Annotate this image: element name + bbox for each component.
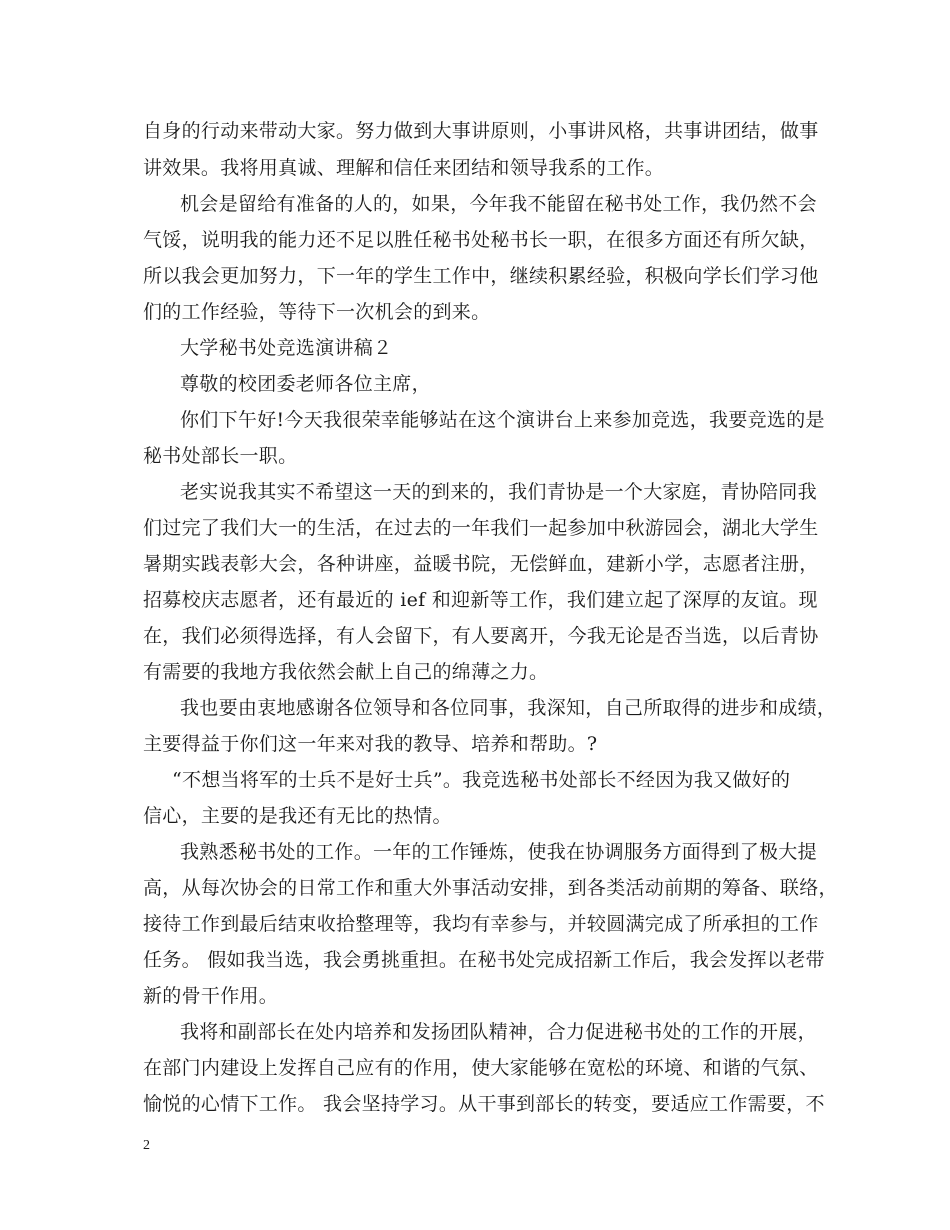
page-number: 2: [143, 1138, 150, 1153]
text-line: 我将和副部长在处内培养和发扬团队精神，合力促进秘书处的工作的开展，: [180, 1021, 817, 1043]
text-line: 信心，主要的是我还有无比的热情。: [143, 805, 452, 827]
salutation: 尊敬的校团委老师各位主席，: [180, 373, 431, 395]
text-line: 我也要由衷地感谢各位领导和各位同事，我深知，自己所取得的进步和成绩，: [180, 697, 837, 719]
text-line: 气馁，说明我的能力还不足以胜任秘书处秘书长一职，在很多方面还有所欠缺，: [143, 229, 819, 251]
text-line: 招募校庆志愿者，还有最近的 ief 和迎新等工作，我们建立起了深厚的友谊。现: [143, 589, 818, 611]
text-line: 自身的行动来带动大家。努力做到大事讲原则，小事讲风格，共事讲团结，做事: [143, 120, 819, 142]
text-line: 讲效果。我将用真诚、理解和信任来团结和领导我系的工作。: [143, 157, 665, 179]
text-line: 机会是留给有准备的人的，如果，今年我不能留在秘书处工作，我仍然不会: [180, 193, 817, 215]
text-line: 秘书处部长一职。: [143, 445, 298, 467]
text-line: 你们下午好!今天我很荣幸能够站在这个演讲台上来参加竞选，我要竞选的是: [180, 409, 825, 431]
text-line: 新的骨干作用。: [143, 985, 279, 1007]
text-line: 在部门内建设上发挥自己应有的作用，使大家能够在宽松的环境、和谐的气氛、: [143, 1057, 819, 1079]
text-line: “不想当将军的士兵不是好士兵”。我竞选秘书处部长不经因为我又做好的: [172, 769, 791, 791]
section-heading: 大学秘书处竞选演讲稿２: [180, 337, 393, 359]
text-line: 在，我们必须得选择，有人会留下，有人要离开，今我无论是否当选，以后青协: [143, 625, 819, 647]
text-line: 所以我会更加努力，下一年的学生工作中，继续积累经验，积极向学长们学习他: [143, 265, 819, 287]
text-line: 暑期实践表彰大会，各种讲座，益暖书院，无偿鲜血，建新小学，志愿者注册，: [143, 553, 819, 575]
text-line: 我熟悉秘书处的工作。一年的工作锤炼，使我在协调服务方面得到了极大提: [180, 841, 817, 863]
text-line: 老实说我其实不希望这一天的到来的，我们青协是一个大家庭，青协陪同我: [180, 481, 817, 503]
text-line: 主要得益于你们这一年来对我的教导、培养和帮助。?: [143, 733, 598, 755]
text-line: 接待工作到最后结束收拾整理等，我均有幸参与，并较圆满完成了所承担的工作: [143, 913, 819, 935]
text-line: 任务。 假如我当选，我会勇挑重担。在秘书处完成招新工作后，我会发挥以老带: [143, 949, 825, 971]
text-line: 们过完了我们大一的生活，在过去的一年我们一起参加中秋游园会，湖北大学生: [143, 517, 819, 539]
text-line: 有需要的我地方我依然会献上自己的绵薄之力。: [143, 661, 549, 683]
text-line: 们的工作经验，等待下一次机会的到来。: [143, 301, 491, 323]
text-line: 高，从每次协会的日常工作和重大外事活动安排，到各类活动前期的筹备、联络，: [143, 877, 838, 899]
text-line: 愉悦的心情下工作。 我会坚持学习。从干事到部长的转变，要适应工作需要，不: [143, 1093, 825, 1115]
